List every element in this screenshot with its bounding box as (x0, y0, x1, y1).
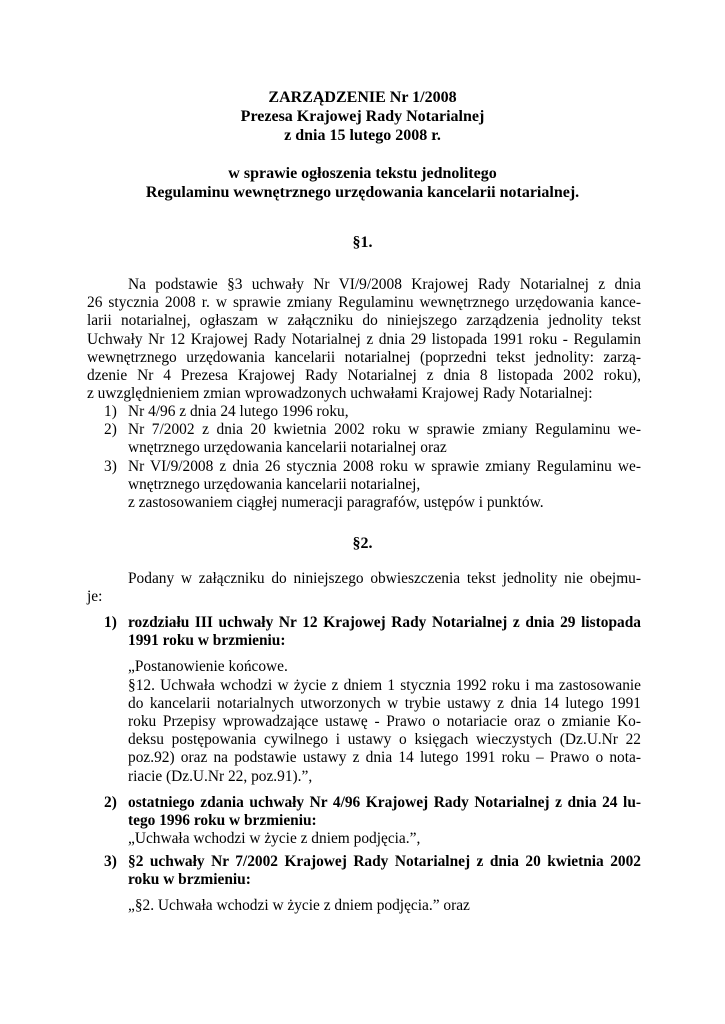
paragraph-line: wewnętrznego urzędowania kancelarii notarialnej (poprzedni tekst jednolity: zarzą- (87, 348, 641, 366)
section-1-heading: §1. (352, 234, 373, 251)
section-2-list-item-1 (104, 614, 641, 786)
paragraph-line: larii notarialnej, ogłaszam w załączniku do niniejszego zarządzenia jednolity tekst (87, 312, 641, 330)
quote-line: do kancelarii notarialnych utworzonych w trybie ustawy z dnia 14 lutego 1991 (128, 694, 641, 712)
paragraph-line: z uwzględnieniem zmian wprowadzonych uchwałami Krajowej Rady Notarialnej: (87, 385, 593, 403)
list-item-heading-line: rozdziału III uchwały Nr 12 Krajowej Rady Notarialnej z dnia 29 listopada (128, 614, 641, 631)
subject-line-2: Regulaminu wewnętrznego urzędowania kancelarii notarialnej. (145, 184, 580, 201)
quote-line: „§2. Uchwała wchodzi w życie z dniem podjęcia.” oraz (128, 897, 470, 915)
list-item-number: 2) (104, 794, 117, 811)
list-item-number: 3) (104, 457, 117, 475)
quote-line: deksu postępowania cywilnego i ustawy o księgach wieczystych (Dz.U.Nr 22 (128, 731, 641, 749)
paragraph-line: 26 stycznia 2008 r. w sprawie zmiany Regulaminu wewnętrznego urzędowania kance- (87, 294, 641, 312)
list-item-line: z zastosowaniem ciągłej numeracji paragrafów, ustępów i punktów. (128, 494, 544, 512)
list-item-line: Nr 7/2002 z dnia 20 kwietnia 2002 roku w sprawie zmiany Regulaminu we- (128, 421, 641, 439)
quote-line: §12. Uchwała wchodzi w życie z dniem 1 stycznia 1992 roku i ma zastosowanie (128, 676, 641, 694)
quote-line: riacie (Dz.U.Nr 22, poz.91).”, (128, 767, 313, 785)
quote-line: „Uchwała wchodzi w życie z dniem podjęcia.”, (128, 830, 421, 848)
list-item-heading-line: tego 1996 roku w brzmieniu: (128, 812, 317, 830)
list-item-number: 1) (104, 403, 117, 420)
list-item (104, 458, 641, 513)
list-item (104, 403, 641, 421)
quote-line: poz.92) oraz na podstawie ustawy z dnia 14 lutego 1991 roku – Prawo o nota- (128, 749, 641, 767)
quote-line: „Postanowienie końcowe. (128, 658, 288, 676)
title-line-1: ZARZĄDZENIE Nr 1/2008 (268, 89, 457, 106)
list-item-heading-line: roku w brzmieniu: (128, 871, 251, 889)
list-item-heading-line: 1991 roku w brzmieniu: (128, 632, 286, 650)
title-line-2: Prezesa Krajowej Rady Notarialnej (240, 108, 485, 125)
list-item-heading-line: ostatniego zdania uchwały Nr 4/96 Krajowej Rady Notarialnej z dnia 24 lu- (128, 794, 641, 811)
section-2-list-item-3 (104, 853, 641, 916)
paragraph-line: Uchwały Nr 12 Krajowej Rady Notarialnej z dnia 29 listopada 1991 roku - Regulamin (87, 330, 641, 348)
section-1-list (104, 403, 641, 512)
list-item-line: Nr VI/9/2008 z dnia 26 stycznia 2008 roku w sprawie zmiany Regulaminu we- (128, 457, 641, 475)
subject-line-1: w sprawie ogłoszenia tekstu jednolitego (228, 165, 497, 182)
list-item (104, 421, 641, 457)
paragraph-line: je: (87, 588, 103, 606)
quote-line: roku Przepisy wprowadzające ustawę - Prawo o notariacie oraz o zmianie Ko- (128, 713, 641, 731)
section-2-heading: §2. (352, 535, 373, 552)
list-item-line: wnętrznego urzędowania kancelarii notarialnej oraz (128, 439, 447, 457)
section-2-list-item-2 (104, 794, 641, 849)
list-item-number: 2) (104, 421, 117, 439)
list-item-line: wnętrznego urzędowania kancelarii notarialnej, (128, 475, 421, 493)
list-item-number: 1) (104, 614, 117, 631)
section-2-intro (87, 570, 641, 606)
paragraph-line: Na podstawie §3 uchwały Nr VI/9/2008 Krajowej Rady Notarialnej z dnia (128, 276, 641, 293)
list-item-line: Nr 4/96 z dnia 24 lutego 1996 roku, (128, 403, 349, 420)
paragraph-line: Podany w załączniku do niniejszego obwieszczenia tekst jednolity nie obejmu- (128, 570, 641, 587)
list-item-number: 3) (104, 853, 117, 870)
title-line-3: z dnia 15 lutego 2008 r. (284, 127, 441, 144)
section-1-paragraph (87, 276, 641, 403)
list-item-heading-line: §2 uchwały Nr 7/2002 Krajowej Rady Notarialnej z dnia 20 kwietnia 2002 (128, 853, 641, 870)
paragraph-line: dzenie Nr 4 Prezesa Krajowej Rady Notarialnej z dnia 8 listopada 2002 roku), (87, 367, 641, 385)
document-title (0, 88, 725, 202)
